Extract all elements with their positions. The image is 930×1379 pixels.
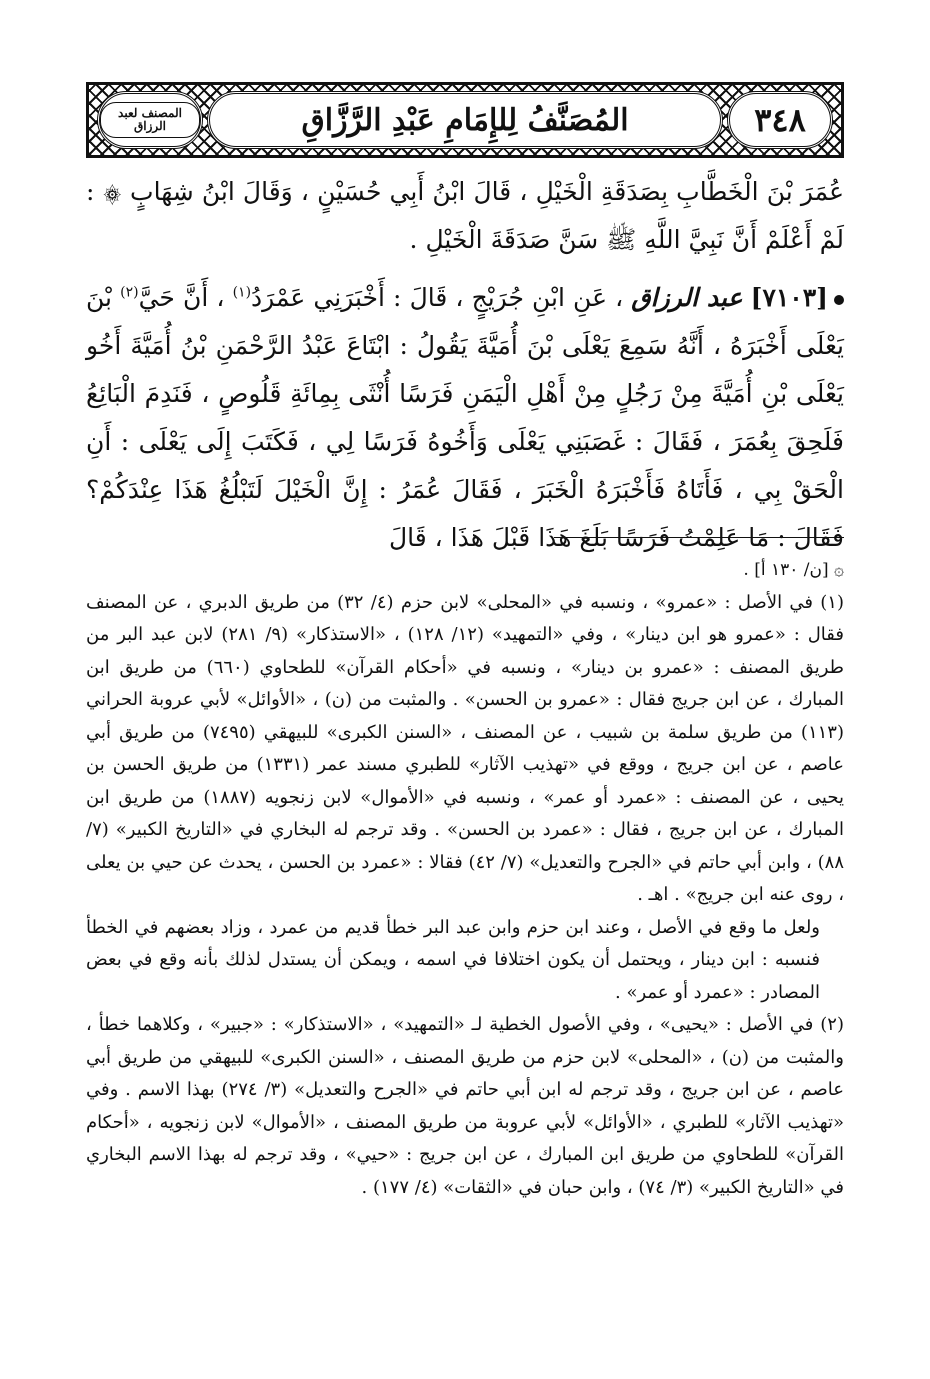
footnote-divider: [554, 537, 844, 538]
footnotes: [86, 554, 844, 1204]
publisher-logo: [97, 91, 203, 149]
page-header: [86, 82, 844, 158]
paragraph-continuation: عُمَرَ بْنَ الْخَطَّابِ بِصَدَقَةِ الْخَيْلِ ، قَالَ ابْنُ أَبِي حُسَيْنٍ ، وَقَالَ ابْنُ شِهَابٍ ۞ : لَمْ أَعْلَمْ أَنَّ نَبِيَّ اللَّهِ ﷺ سَنَّ صَدَقَةَ الْخَيْلِ .: [86, 177, 844, 254]
footnote-ref-2: (٢): [120, 284, 139, 301]
footnote-ref-1: (١): [232, 284, 252, 301]
hadith-number: [٧١٠٣]: [750, 283, 829, 312]
book-title: المُصَنَّفُ لِلإِمَامِ عَبْدِ الرَّزَّاقِ: [301, 102, 629, 138]
bullet-icon: [834, 295, 844, 305]
logo-text: المصنف لعبد الرزاق: [100, 102, 200, 138]
title-cartouche: [207, 91, 723, 149]
page-number-medallion: [727, 91, 833, 149]
hadith-paragraph: [86, 274, 844, 562]
hadith-text-c: بْنَ يَعْلَى أَخْبَرَهُ ، أَنَّهُ سَمِعَ يَعْلَى بْنَ أُمَيَّةَ يَقُولُ : ابْتَاعَ عَبْدُ الرَّحْمَنِ بْنُ أُمَيَّةَ أَخُو يَعْلَى بْنِ أُمَيَّةَ مِنْ رَجُلٍ مِنْ أَهْلِ الْيَمَنِ فَرَسًا أُنْثَى بِمِائَةِ قَلُوصٍ ، فَنَدِمَ الْبَائِعُ فَلَحِقَ بِعُمَرَ ، فَقَالَ : غَصَبَنِي يَعْلَى وَأَخُوهُ فَرَسًا لِي ، فَكَتَبَ إِلَى يَعْلَى : أَنِ الْحَقْ بِي ، فَأَتَاهُ فَأَخْبَرَهُ الْخَبَرَ ، فَقَالَ عُمَرُ : إِنَّ الْخَيْلَ لَتَبْلُغُ هَذَا عِنْدَكُمْ؟ فَقَالَ : مَا عَلِمْتُ فَرَسًا بَلَغَ هَذَا قَبْلَ هَذَا ، قَالَ: [86, 283, 844, 552]
author-name: عبد الرزاق: [631, 283, 743, 312]
page-number: ٣٤٨: [754, 101, 806, 139]
hadith-text-a: ، عَنِ ابْنِ جُرَيْجٍ ، قَالَ : أَخْبَرَنِي عَمْرَدُ: [251, 283, 624, 312]
hadith-text-b: ، أَنَّ حَيَّ: [138, 283, 225, 312]
manuscript-page-mark: ۞ [ن/ ١٣٠ أ] .: [743, 560, 844, 580]
footnote-2: (٢) في الأصل : «يحيى» ، وفي الأصول الخطية لـ «التمهيد» ، «الاستذكار» : «جبير» ، وكلاهما خطأ ، والمثبت من (ن) ، «المحلى» لابن حزم من طريق المصنف ، «السنن الكبرى» للبيهقي من طريق أبي عاصم ، عن ابن جريج ، وقد ترجم له ابن أبي حاتم في «الجرح والتعديل» (٣/ ٢٧٤) بهذا الاسم . وفي «تهذيب الآثار» للطبري ، «الأوائل» لأبي عروبة من طريق المصنف ، «الأموال» لابن زنجويه ، «أحكام القرآن» للطحاوي من طريق ابن المبارك ، عن ابن جريج : «حيي» ، وقد ترجم له بهذا الاسم البخاري في «التاريخ الكبير» (٣/ ٧٤) ، وابن حبان في «الثقات» (٤/ ١٧٧) .: [86, 1014, 845, 1198]
main-text: [86, 168, 844, 562]
footnote-1-continuation: ولعل ما وقع في الأصل ، وعند ابن حزم وابن عبد البر خطأ قديم من عمرد ، وزاد بعضهم في الخطأ فنسبه : ابن دينار ، ويحتمل أن يكون اختلافا في اسمه ، ويمكن أن يستدل لذلك بأنه وقع في بعض المصادر : «عمرد أو عمر» .: [86, 916, 820, 1003]
footnote-1: (١) في الأصل : «عمرو» ، ونسبه في «المحلى» لابن حزم (٤/ ٣٢) من طريق الدبري ، عن المصنف فقال : «عمرو هو ابن دينار» ، وفي «التمهيد» (١٢/ ١٢٨) ، «الاستذكار» (٩/ ٢٨١) لابن عبد البر من طريق المصنف : «عمرو بن دينار» ، ونسبه في «أحكام القرآن» للطحاوي (٦٦٠) من طريق ابن المبارك ، عن ابن جريج فقال : «عمرو بن الحسن» . والمثبت من (ن) ، «الأوائل» لأبي عروبة الحراني (١١٣) من طريق سلمة بن شبيب ، عن المصنف ، «السنن الكبرى» للبيهقي (٧٤٩٥) من طريق أبي عاصم ، عن ابن جريج ، ووقع في «تهذيب الآثار» للطبري مسند عمر (١٣٣١) من طريق الحسن بن يحيى ، عن المصنف : «عمرد أو عمر» ، ونسبه في «الأموال» لابن زنجويه (١٨٨٧) من طريق ابن المبارك ، عن ابن جريج ، فقال : «عمرد بن الحسن» . وقد ترجم له البخاري في «التاريخ الكبير» (٧/ ٨٨) ، وابن أبي حاتم في «الجرح والتعديل» (٧/ ٤٢) فقالا : «عمرد بن الحسن ، يحدث عن حيي بن يعلى ، روى عنه ابن جريج» . اهـ .: [86, 591, 845, 905]
